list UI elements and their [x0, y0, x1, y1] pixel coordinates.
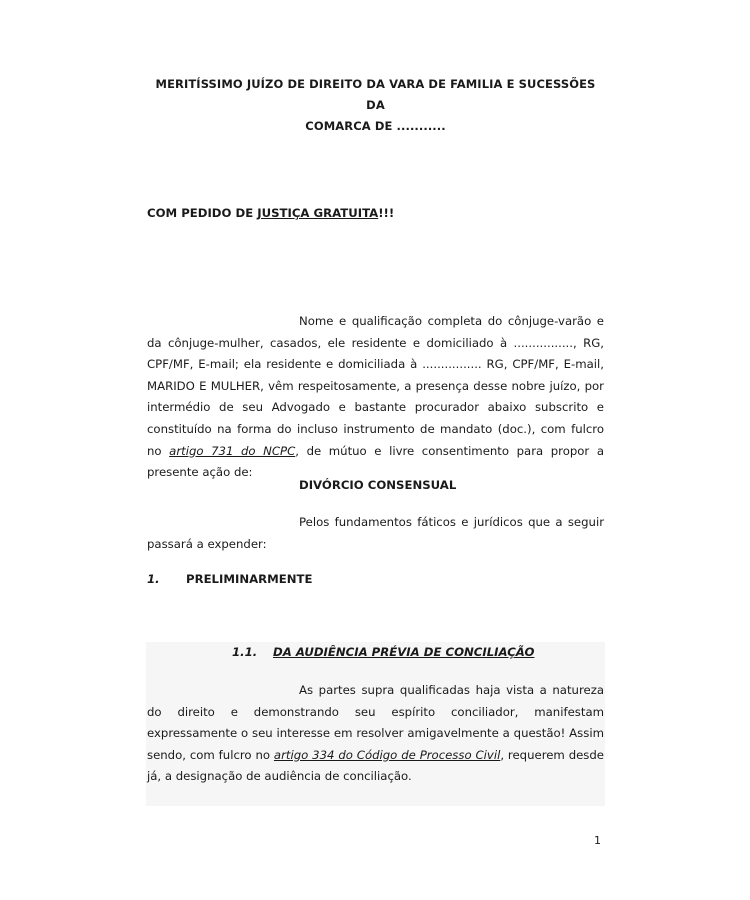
intro-law-reference: artigo 731 do NCPC	[169, 443, 296, 458]
court-address-heading	[147, 74, 604, 137]
section-1-1-heading	[232, 642, 534, 664]
section-1-number: 1.	[147, 572, 160, 586]
section-1-heading	[147, 569, 313, 591]
conciliation-text-2: , requerem desde já, a designação de audiência de conciliação.	[147, 747, 604, 784]
request-suffix: !!!	[378, 206, 395, 220]
conciliation-law-reference: artigo 334 do Código de Processo Civil	[273, 747, 501, 762]
intro-paragraph	[147, 311, 604, 484]
action-title: DIVÓRCIO CONSENSUAL	[299, 478, 457, 492]
intro-text-1: Nome e qualificação completa do cônjuge-varão e da cônjuge-mulher, casados, ele residente e domiciliado à ................, RG, CPF/MF, E-mail; ela residente e domiciliada à ................ RG, CPF/MF, E-mail, MARIDO E MULHER, vêm respeitosamente, a presença desse nobre juízo, por intermédio de seu Advogado e bastante procurador abaixo subscrito e constituído na forma do incluso instrumento de mandato (doc.), com fulcro no	[147, 314, 604, 458]
conciliation-paragraph	[147, 680, 604, 788]
free-justice-request	[147, 203, 394, 225]
request-highlight: JUSTIÇA GRATUITA	[257, 206, 379, 220]
court-address-line-1: MERITÍSSIMO JUÍZO DE DIREITO DA VARA DE FAMILIA E SUCESSÕES DA	[155, 77, 596, 112]
intro-text-2: , de mútuo e livre consentimento para propor a presente ação de:	[147, 443, 604, 480]
section-1-1-number: 1.1.	[232, 645, 258, 659]
section-1-1-title: DA AUDIÊNCIA PRÉVIA DE CONCILIAÇÃO	[273, 645, 535, 659]
request-prefix: COM PEDIDO DE	[147, 206, 258, 220]
page-number: 1	[594, 834, 601, 847]
conciliation-text-1: As partes supra qualificadas haja vista a natureza do direito e demonstrando seu espírito conciliador, manifestam expressamente o seu interesse em resolver amigavelmente a questão! Assim sendo, com fulcro no	[147, 683, 604, 762]
grounds-paragraph: Pelos fundamentos fáticos e jurídicos que a seguir passará a expender:	[147, 515, 604, 551]
section-1-title: PRELIMINARMENTE	[186, 572, 313, 586]
court-address-line-2: COMARCA DE ...........	[305, 119, 446, 133]
